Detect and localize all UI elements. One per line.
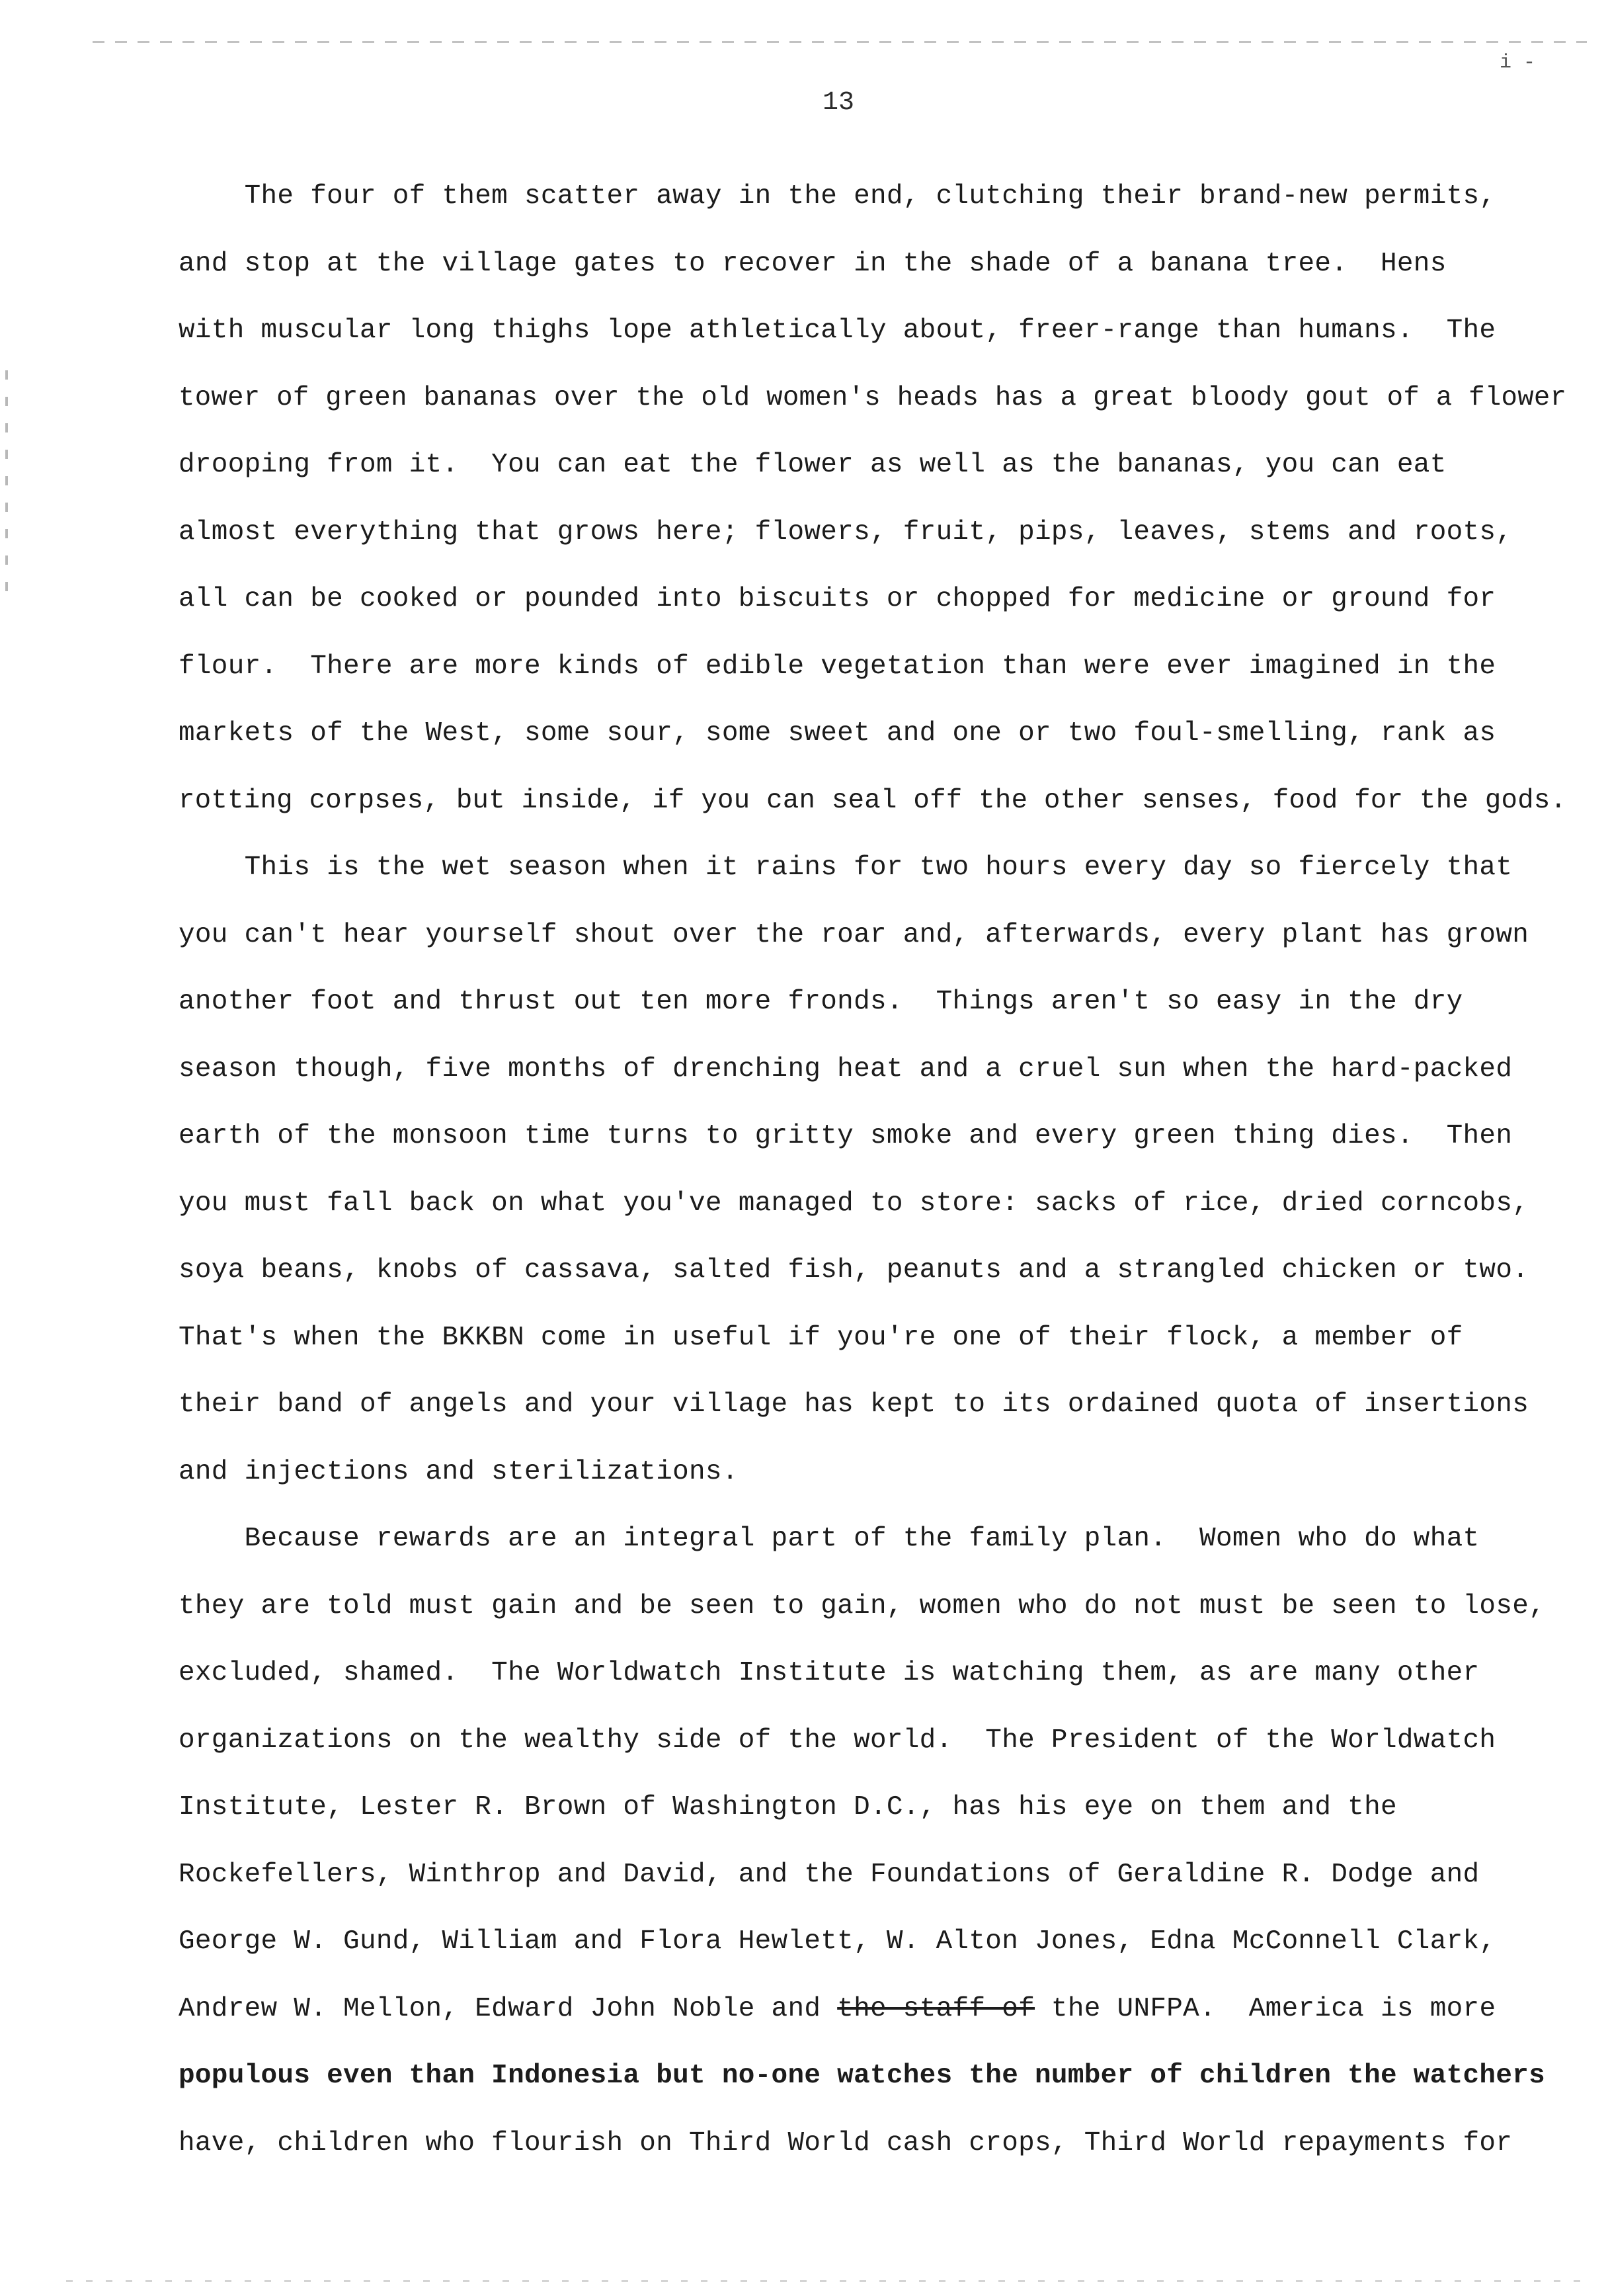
text-line: drooping from it. You can eat the flower as well as the bananas, you can eat: [179, 450, 1447, 480]
text-line: flour. There are more kinds of edible vegetation than were ever imagined in the: [179, 651, 1496, 682]
text-line: populous even than Indonesia but no-one watches the number of children the watchers: [179, 2061, 1546, 2091]
page-number: 13: [823, 88, 855, 118]
text-line-continuation: the UNFPA. America is more: [1035, 1993, 1496, 2024]
text-line: excluded, shamed. The Worldwatch Institute is watching them, as are many other: [179, 1658, 1480, 1688]
text-line: all can be cooked or pounded into biscuits or chopped for medicine or ground for: [179, 584, 1496, 614]
text-line: That's when the BKKBN come in useful if you're one of their flock, a member of: [179, 1322, 1463, 1353]
text-line: This is the wet season when it rains for two hours every day so fiercely that: [179, 852, 1513, 883]
text-line: Institute, Lester R. Brown of Washington D.C., has his eye on them and the: [179, 1792, 1397, 1823]
text-line: season though, five months of drenching heat and a cruel sun when the hard-packed: [179, 1053, 1513, 1085]
text-line: soya beans, knobs of cassava, salted fish, peanuts and a strangled chicken or two.: [179, 1255, 1529, 1286]
text-line: another foot and thrust out ten more fronds. Things aren't so easy in the dry: [179, 987, 1463, 1017]
text-line: you must fall back on what you've managed to store: sacks of rice, dried corncobs,: [179, 1188, 1529, 1219]
scan-artifact-bottom: [66, 2280, 1587, 2282]
text-line: Because rewards are an integral part of the family plan. Women who do what: [179, 1524, 1480, 1554]
text-line: their band of angels and your village has kept to its ordained quota of insertions: [179, 1389, 1529, 1420]
text-line: earth of the monsoon time turns to gritty smoke and every green thing dies. Then: [179, 1121, 1513, 1151]
text-line: The four of them scatter away in the end, clutching their brand-new permits,: [179, 181, 1496, 212]
struck-text: the staff of: [837, 1993, 1035, 2024]
text-line: Rockefellers, Winthrop and David, and the Foundations of Geraldine R. Dodge and: [179, 1859, 1480, 1890]
corner-mark: i -: [1500, 52, 1536, 74]
text-line: you can't hear yourself shout over the roar and, afterwards, every plant has grown: [179, 919, 1529, 950]
text-line: almost everything that grows here; flowers, fruit, pips, leaves, stems and roots,: [179, 516, 1513, 548]
text-line: tower of green bananas over the old women's heads has a great bloody gout of a flower: [179, 382, 1567, 413]
text-line: have, children who flourish on Third World cash crops, Third World repayments for: [179, 2127, 1513, 2158]
text-line: Andrew W. Mellon, Edward John Noble and the staff of the UNFPA. America is more: [179, 1993, 1496, 2024]
text-line: and injections and sterilizations.: [179, 1456, 739, 1487]
text-line: rotting corpses, but inside, if you can seal off the other senses, food for the gods.: [179, 785, 1567, 816]
text-line: markets of the West, some sour, some sweet and one or two foul-smelling, rank as: [179, 718, 1496, 749]
text-line: organizations on the wealthy side of the world. The President of the Worldwatch: [179, 1725, 1496, 1756]
text-line: and stop at the village gates to recover in the shade of a banana tree. Hens: [179, 248, 1447, 279]
text-line: they are told must gain and be seen to gain, women who do not must be seen to lose,: [179, 1590, 1546, 1621]
scan-artifact-top: [93, 41, 1587, 43]
text-line: George W. Gund, William and Flora Hewlett, W. Alton Jones, Edna McConnell Clark,: [179, 1926, 1496, 1957]
scan-artifact-margin: [5, 370, 8, 595]
text-line: with muscular long thighs lope athletically about, freer-range than humans. The: [179, 315, 1496, 346]
